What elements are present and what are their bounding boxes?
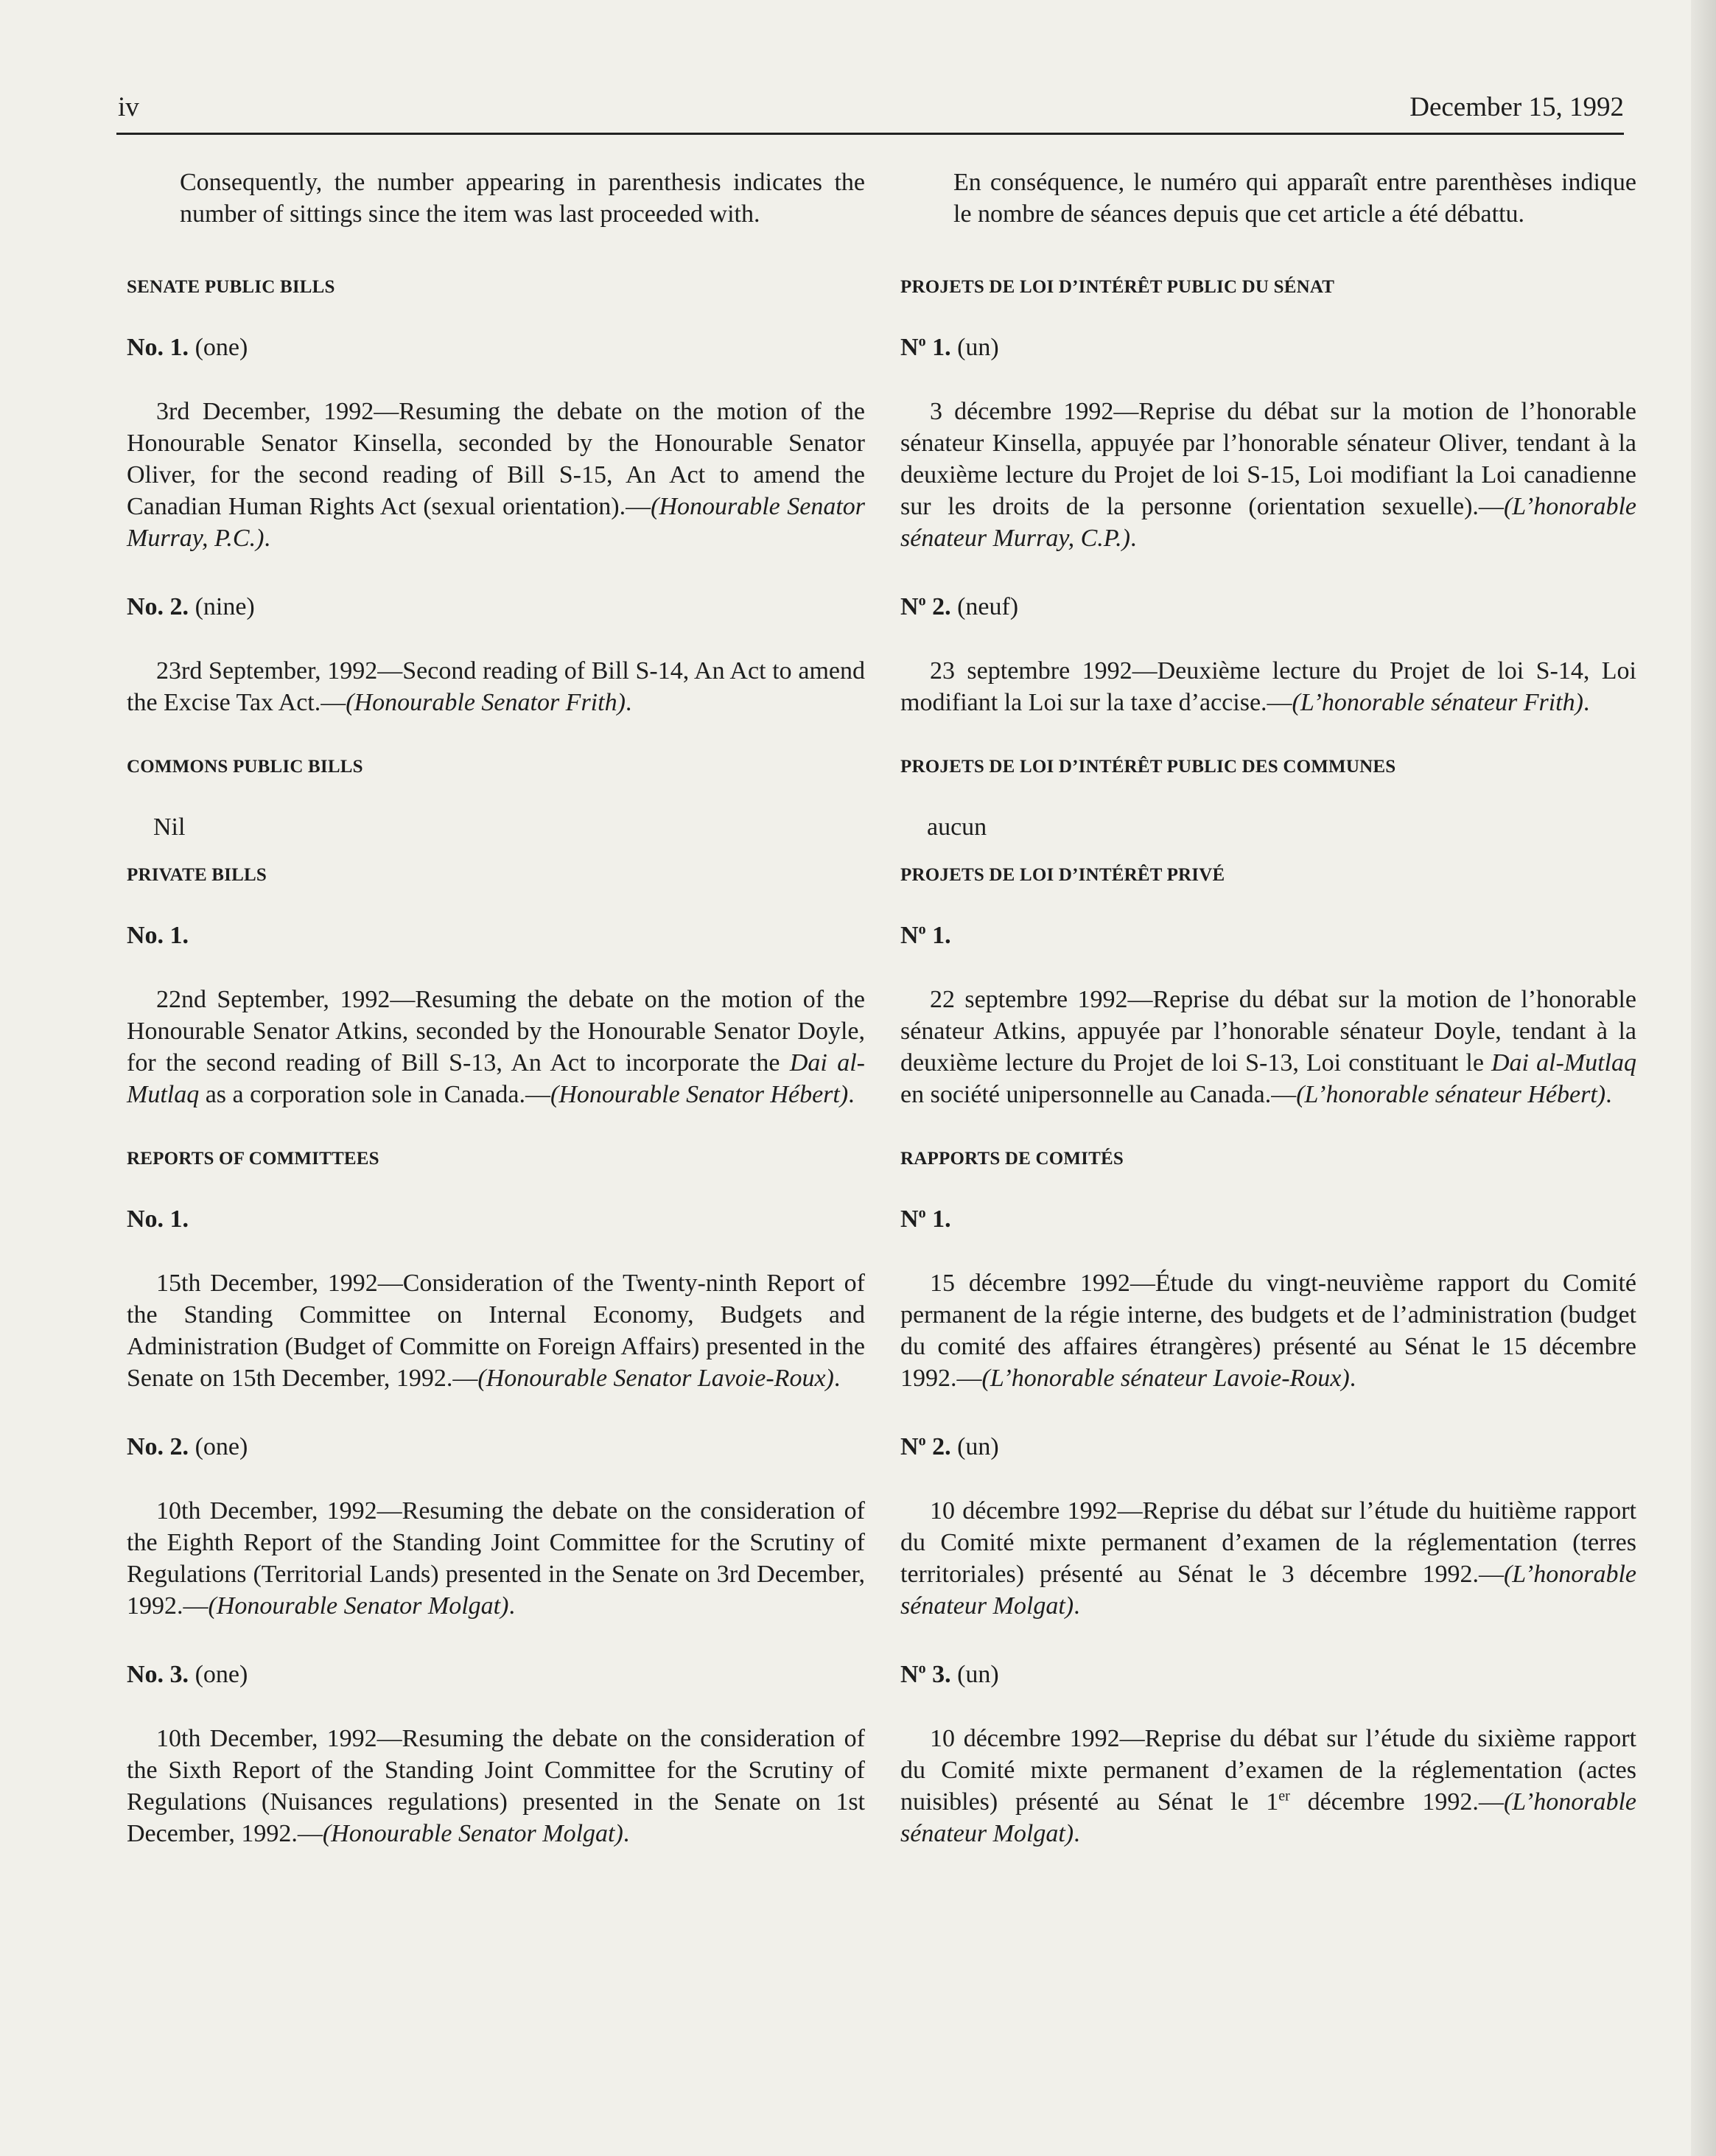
item-text: 10th December, 1992—Resuming the debate on the consideration of the Sixth Report of the Standing Joint Committee for the Scrutiny of Regulations (Nuisances regulations) presented in the Senate on 1st December, 1992.—(Honourable Senator Molgat).: [127, 1725, 865, 1847]
french-column: [897, 167, 1636, 1886]
item-text: 23 septembre 1992—Deuxième lecture du Projet de loi S-14, Loi modifiant la Loi sur la taxe d’accise.—(L’honorable sénateur Frith).: [900, 657, 1636, 716]
section-heading: RAPPORTS DE COMITÉS: [900, 1149, 1124, 1169]
item-text: 15 décembre 1992—Étude du vingt-neuvième rapport du Comité permanent de la régie interne, des budgets et de l’administration (budget du comité des affaires étrangères) présenté au Sénat le 15 décembre 1992.—(L’honorable sénateur Lavoie-Roux).: [900, 1270, 1636, 1392]
item-number: $N^o$ 1. (un): [900, 333, 999, 361]
item-text: 15th December, 1992—Consideration of the Twenty-ninth Report of the Standing Committee on Internal Economy, Budgets and Administration (Budget of Committe on Foreign Affairs) presented in the Senate on 15th December, 1992.—(Honourable Senator Lavoie-Roux).: [127, 1270, 865, 1392]
item-number: $N^o$ 1.: [900, 1205, 951, 1233]
page-edge-shadow: [1691, 0, 1716, 2156]
item-number: No. 1.: [127, 1205, 189, 1233]
item-number: $N^o$ 2. (neuf): [900, 592, 1019, 620]
section-heading: PRIVATE BILLS: [127, 865, 267, 885]
section-heading: PROJETS DE LOI D’INTÉRÊT PRIVÉ: [900, 865, 1225, 885]
section-heading: REPORTS OF COMMITTEES: [127, 1149, 379, 1169]
header-date: December 15, 1992: [1409, 92, 1624, 122]
item-number: No. 1.: [127, 922, 189, 949]
nil-text: Nil: [153, 813, 186, 841]
item-number: No. 3. (one): [127, 1661, 248, 1688]
item-text: 10 décembre 1992—Reprise du débat sur l’étude du sixième rapport du Comité mixte permanent d’examen de la réglementation (actes nuisibles) présenté au Sénat le 1er décembre 1992.—(L’honorable sénateur Molgat).: [900, 1725, 1636, 1847]
item-text: 10th December, 1992—Resuming the debate on the consideration of the Eighth Report of the Standing Joint Committee for the Scrutiny of Regulations (Territorial Lands) presented in the Senate on 3rd December, 1992.—(Honourable Senator Molgat).: [127, 1497, 865, 1620]
item-text: 22nd September, 1992—Resuming the debate on the motion of the Honourable Senator Atkins, seconded by the Honourable Senator Doyle, for the second reading of Bill S-13, An Act to incorporate the Dai al-Mutlaq as a corporation sole in Canada.—(Honourable Senator Hébert).: [127, 986, 865, 1108]
item-text: 23rd September, 1992—Second reading of Bill S-14, An Act to amend the Excise Tax Act.—(Honourable Senator Frith).: [127, 657, 865, 716]
item-text: 10 décembre 1992—Reprise du débat sur l’étude du huitième rapport du Comité mixte permanent d’examen de la réglementation (terres territoriales) présenté au Sénat le 3 décembre 1992.—(L’honorable sénateur Molgat).: [900, 1497, 1636, 1620]
nil-text: aucun: [927, 813, 987, 841]
item-number: $N^o$ 1.: [900, 921, 951, 949]
page-header: [116, 87, 1624, 135]
intro-paragraph: En conséquence, le numéro qui apparaît entre parenthèses indique le nombre de séances depuis que cet article a été débattu.: [953, 169, 1636, 228]
section-heading: PROJETS DE LOI D’INTÉRÊT PUBLIC DES COMMUNES: [900, 757, 1396, 777]
item-number: $N^o$ 2. (un): [900, 1432, 999, 1460]
intro-paragraph: Consequently, the number appearing in parenthesis indicates the number of sittings since the item was last proceeded with.: [180, 169, 865, 228]
item-text: 3 décembre 1992—Reprise du débat sur la motion de l’honorable sénateur Kinsella, appuyée par l’honorable sénateur Oliver, tendant à la deuxième lecture du Projet de loi S-15, Loi modifiant la Loi canadienne sur les droits de la personne (orientation sexuelle).—(L’honorable sénateur Murray, C.P.).: [900, 398, 1636, 552]
english-column: [124, 167, 865, 1886]
section-heading: COMMONS PUBLIC BILLS: [127, 757, 363, 777]
item-number: $N^o$ 3. (un): [900, 1660, 999, 1688]
item-text: 22 septembre 1992—Reprise du débat sur la motion de l’honorable sénateur Atkins, appuyée par l’honorable sénateur Doyle, tendant à la deuxième lecture du Projet de loi S-13, Loi constituant le Dai al-Mutlaq en société unipersonnelle au Canada.—(L’honorable sénateur Hébert).: [900, 986, 1636, 1108]
item-number: No. 1. (one): [127, 334, 248, 361]
section-heading: SENATE PUBLIC BILLS: [127, 277, 335, 297]
page-number: iv: [118, 92, 139, 122]
item-number: No. 2. (nine): [127, 593, 255, 620]
section-heading: PROJETS DE LOI D’INTÉRÊT PUBLIC DU SÉNAT: [900, 277, 1335, 297]
item-number: No. 2. (one): [127, 1433, 248, 1460]
item-text: 3rd December, 1992—Resuming the debate on the motion of the Honourable Senator Kinsella, seconded by the Honourable Senator Oliver, for the second reading of Bill S-15, An Act to amend the Canadian Human Rights Act (sexual orientation).—(Honourable Senator Murray, P.C.).: [127, 398, 866, 552]
